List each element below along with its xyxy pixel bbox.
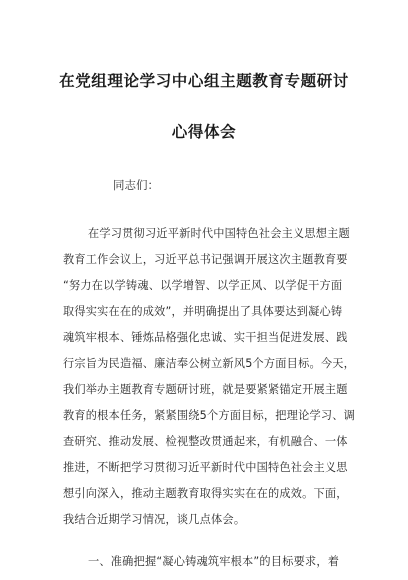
body-line: 推进，不断把学习贯彻习近平新时代中国特色社会主义思 xyxy=(63,461,348,474)
document-subtitle: 心得体会 xyxy=(171,123,237,141)
body-line: 在学习贯彻习近平新时代中国特色社会主义思想主题 xyxy=(88,227,350,240)
greeting: 同志们： xyxy=(113,178,159,192)
section-heading: 一、准确把握“凝心铸魂筑牢根本”的目标要求，着 xyxy=(88,555,340,568)
body-line: 行宗旨为民造福、廉洁奉公树立新风5个方面目标。今天， xyxy=(63,357,356,370)
body-line: 查研究、推动发展、检视整改贯通起来，有机融合、一体 xyxy=(63,435,348,448)
body-line: 想引向深入，推动主题教育取得实实在在的成效。下面， xyxy=(63,487,348,500)
body-line: 我们举办主题教育专题研讨班，就是要紧紧锚定开展主题 xyxy=(63,383,348,396)
body-line: 魂筑牢根本、锤炼品格强化忠诚、实干担当促进发展、践 xyxy=(63,331,348,344)
body-line: 我结合近期学习情况，谈几点体会。 xyxy=(63,513,246,526)
body-line: 教育的根本任务，紧紧围绕5个方面目标，把理论学习、调 xyxy=(63,409,356,422)
body-line: 取得实实在在的成效”，并明确提出了具体要达到凝心铸 xyxy=(63,305,343,318)
document-title: 在党组理论学习中心组主题教育专题研讨 xyxy=(59,72,349,90)
body-line: 教育工作会议上，习近平总书记强调开展这次主题教育要 xyxy=(63,253,348,266)
body-line: “努力在以学铸魂、以学增智、以学正风、以学促干方面 xyxy=(63,279,343,292)
